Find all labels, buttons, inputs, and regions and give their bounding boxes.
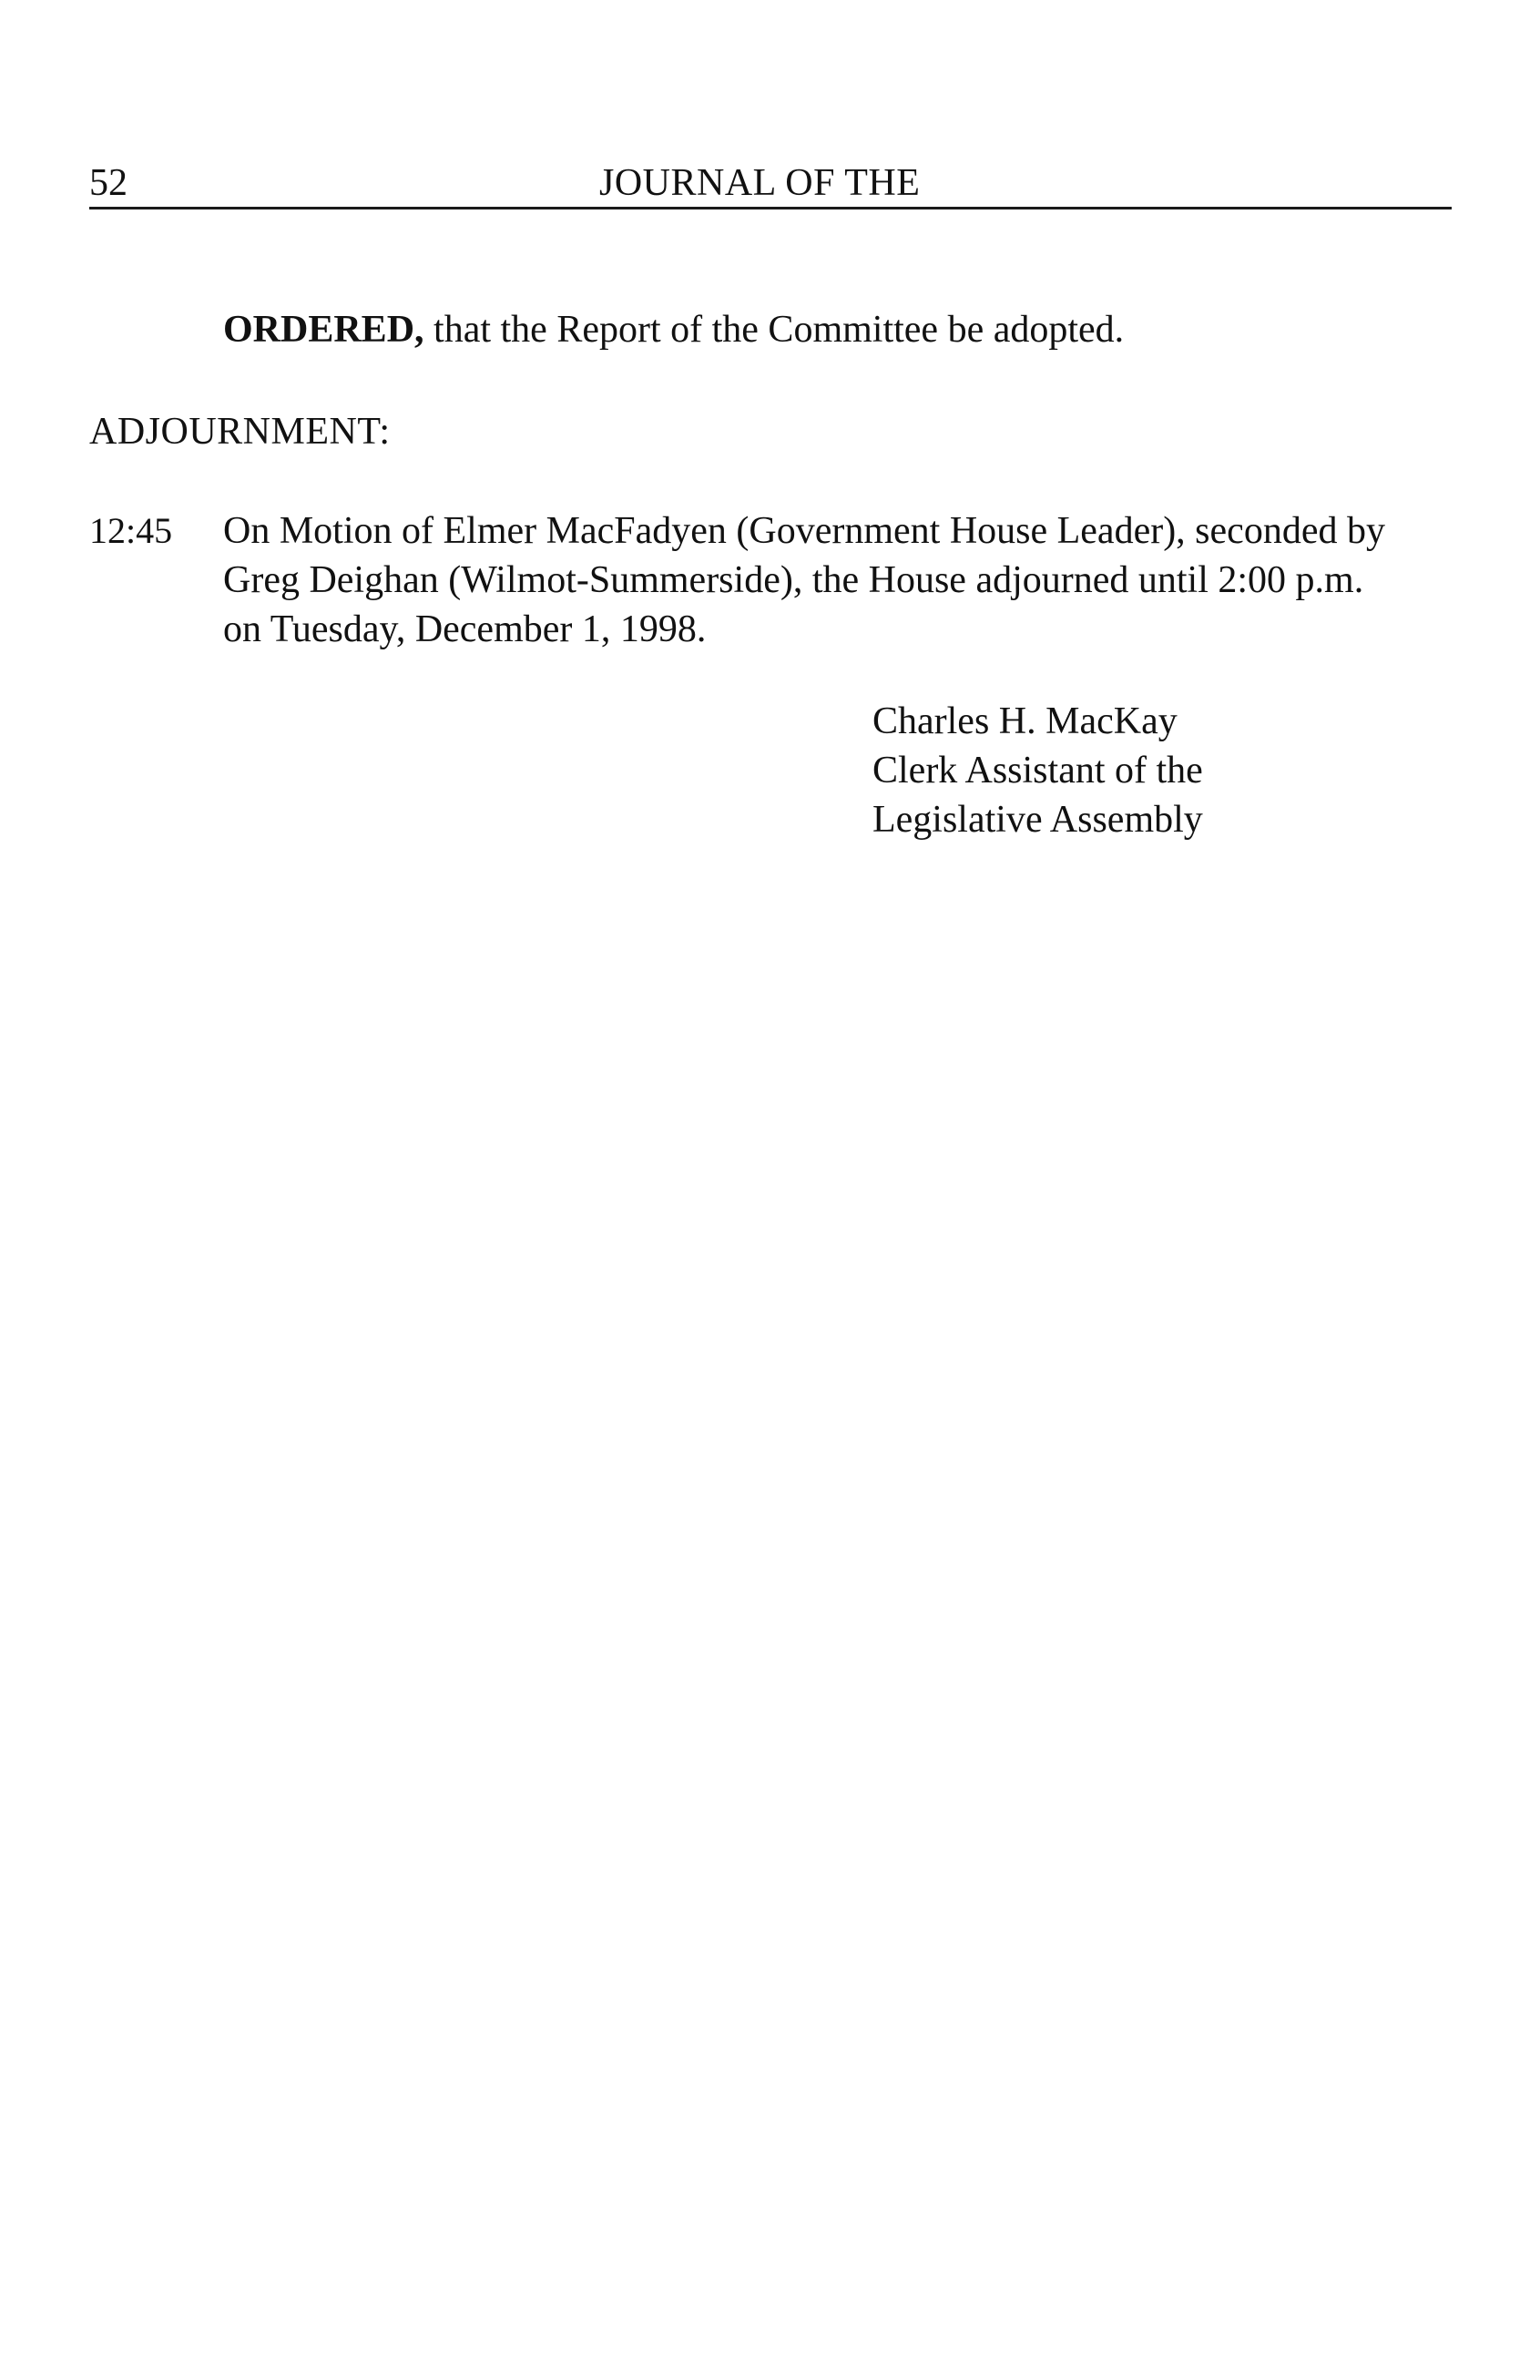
signatory-name: Charles H. MacKay <box>872 700 1178 742</box>
signatory-title-line-1: Clerk Assistant of the <box>872 750 1203 792</box>
adjournment-motion-text <box>223 506 1462 654</box>
adjournment-heading: ADJOURNMENT: <box>89 411 391 453</box>
page-header <box>89 159 1452 209</box>
entry-time: 12:45 <box>89 510 173 551</box>
signatory-title-line-2: Legislative Assembly <box>872 799 1203 841</box>
ordered-text: that the Report of the Committee be adopted. <box>423 309 1125 351</box>
motion-line: Greg Deighan (Wilmot-Summerside), the House adjourned until 2:00 p.m. <box>223 559 1364 601</box>
motion-line: On Motion of Elmer MacFadyen (Government House Leader), seconded by <box>223 510 1385 552</box>
ordered-statement <box>223 305 1124 354</box>
page-number: 52 <box>89 162 127 204</box>
ordered-keyword: ORDERED, <box>223 309 424 351</box>
motion-line: on Tuesday, December 1, 1998. <box>223 608 707 650</box>
running-title: JOURNAL OF THE <box>599 162 921 204</box>
signature-block <box>872 697 1203 844</box>
